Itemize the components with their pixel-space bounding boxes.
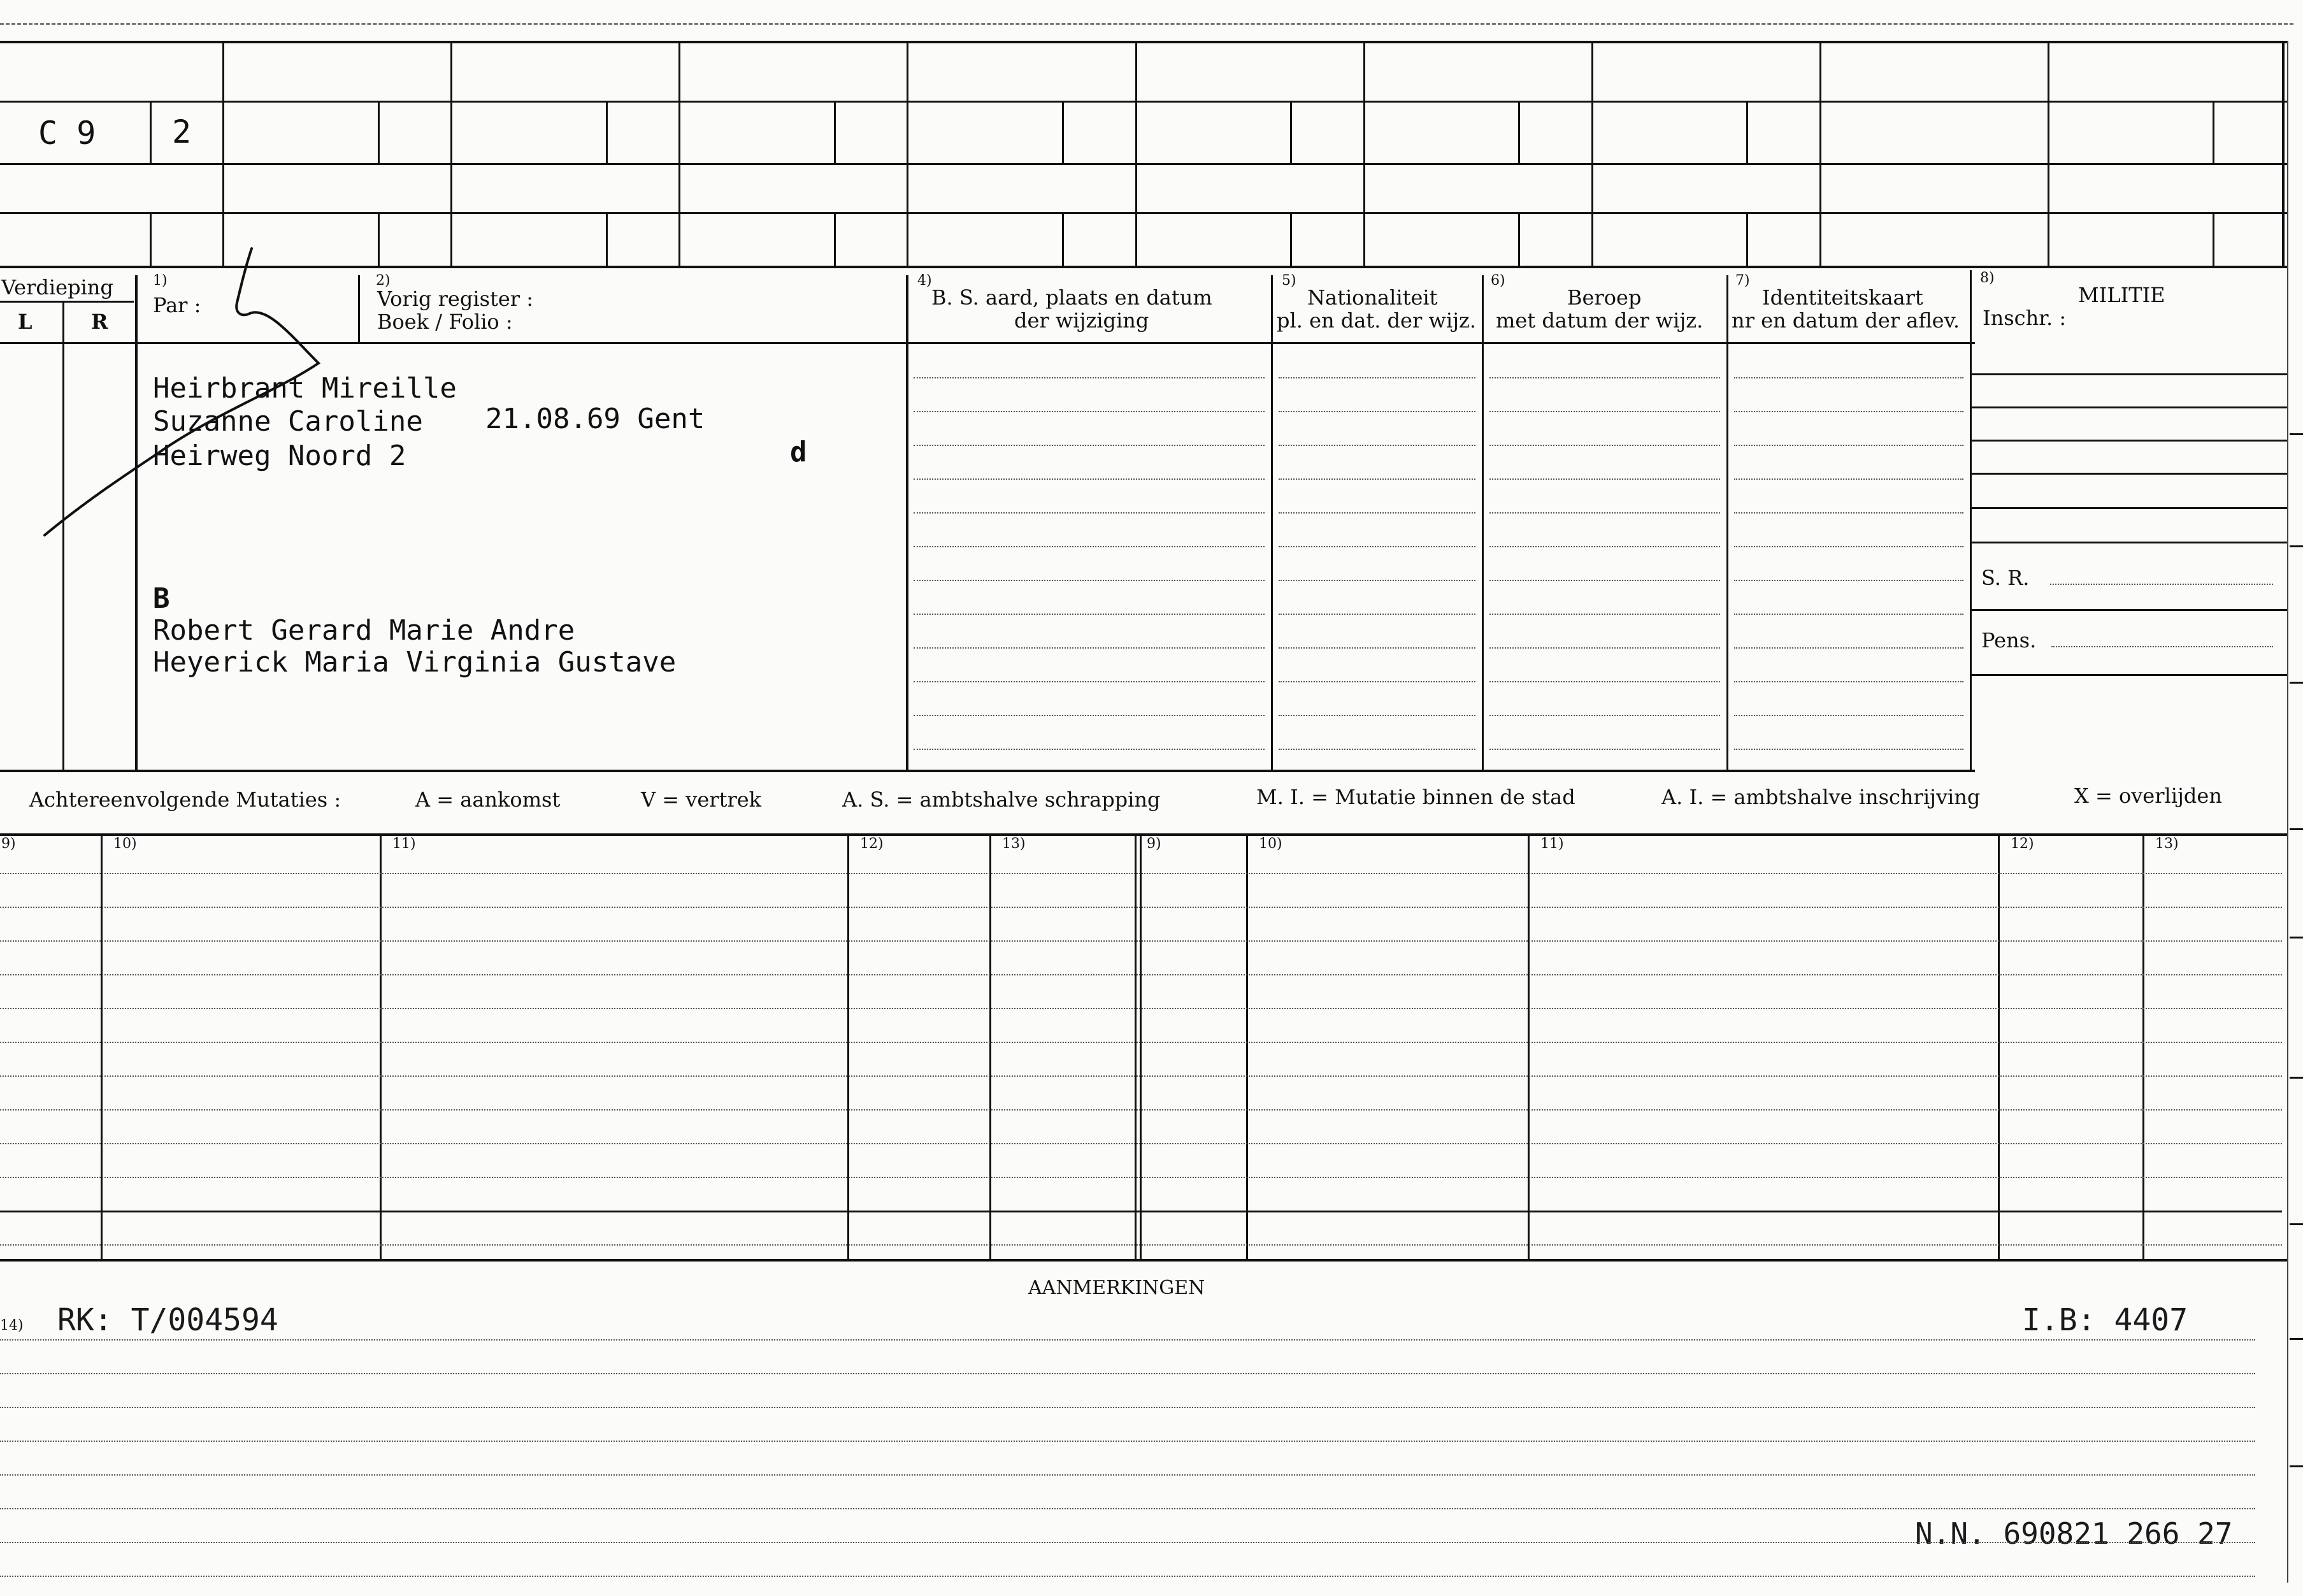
dotted-row (1734, 546, 1963, 547)
top-grid-line (0, 101, 2287, 103)
dotted-row (1279, 546, 1475, 547)
dotted-row (1489, 445, 1720, 446)
table-col-number: 12) (860, 836, 884, 852)
dotted-row (914, 647, 1265, 649)
edge-tick (2290, 1223, 2303, 1225)
edge-tick (2290, 1465, 2303, 1467)
grid-tick (378, 101, 380, 163)
table-row (0, 1143, 2282, 1144)
table-col-number: 12) (2011, 836, 2034, 852)
dotted-row (1279, 749, 1475, 750)
dotted-row (914, 580, 1265, 581)
birth-date-place: 21.08.69 Gent (485, 403, 705, 435)
field-number: 6) (1491, 273, 1505, 289)
remark-row (0, 1474, 2255, 1476)
rk-number: RK: T/004594 (57, 1302, 278, 1338)
dotted-row (1489, 546, 1720, 547)
field-number: 7) (1735, 273, 1750, 289)
dotted-row (1279, 377, 1475, 378)
grid-tick (2213, 101, 2214, 163)
table-col-number: 10) (113, 836, 137, 852)
dotted-row (1489, 580, 1720, 581)
legend-x: X = overlijden (2074, 784, 2222, 808)
dotted-row (1279, 715, 1475, 716)
table-col-number: 9) (1147, 836, 1161, 852)
top-grid-line (0, 41, 2287, 43)
sr-field (2050, 584, 2273, 585)
grid-col (678, 41, 680, 266)
dotted-row (1734, 681, 1963, 682)
dotted-row (914, 749, 1265, 750)
nn-number: N.N. 690821 266 27 (1915, 1516, 2233, 1551)
table-bottom (0, 1259, 2287, 1262)
table-col (2142, 833, 2144, 1259)
field-number: 8) (1980, 270, 1995, 286)
dotted-row (1489, 377, 1720, 378)
dotted-row (1279, 411, 1475, 412)
table-row (0, 1042, 2282, 1043)
grid-tick (1746, 212, 1748, 266)
dotted-row (1734, 377, 1963, 378)
table-top (0, 833, 2287, 836)
militie-label: MILITIE (2078, 283, 2165, 307)
code-left: C 9 (38, 115, 96, 152)
remark-row (0, 1373, 2255, 1374)
table-col-number: 13) (2155, 836, 2179, 852)
top-grid-line (0, 212, 2287, 214)
nat-header-line1: Nationaliteit (1307, 285, 1438, 310)
field-number: 4) (917, 273, 932, 289)
person-given-names: Suzanne Caroline (153, 405, 423, 438)
table-row (0, 1075, 2282, 1077)
id-header-line2: nr en datum der aflev. (1732, 308, 1960, 333)
legend-as: A. S. = ambtshalve schrapping (842, 787, 1161, 812)
table-row (0, 1244, 2282, 1246)
grid-tick (150, 101, 152, 163)
grid-tick (834, 212, 836, 266)
top-grid-line (0, 163, 2287, 165)
table-col (101, 833, 103, 1259)
edge-tick (2290, 1077, 2303, 1079)
remark-row (0, 1508, 2255, 1509)
dotted-row (1489, 681, 1720, 682)
dotted-row (1279, 512, 1475, 514)
remark-row (0, 1339, 2255, 1341)
dotted-row (1734, 749, 1963, 750)
legend-a: A = aankomst (415, 787, 561, 812)
dotted-row (914, 715, 1265, 716)
militie-line (1971, 373, 2287, 375)
status-mark: d (790, 436, 807, 468)
dotted-row (1489, 614, 1720, 615)
r-label: R (91, 310, 108, 334)
table-col (1528, 833, 1530, 1259)
b-label: B (153, 582, 170, 615)
table-row (0, 974, 2282, 975)
l-label: L (18, 310, 32, 334)
pen-stroke (0, 242, 395, 573)
grid-tick (606, 212, 608, 266)
dotted-row (1734, 614, 1963, 615)
militie-line (1971, 674, 2287, 676)
grid-tick (1062, 212, 1064, 266)
id-header-line1: Identiteitskaart (1762, 285, 1923, 310)
par-label: Par : (153, 293, 201, 317)
grid-col (1135, 41, 1137, 266)
boek-folio-label: Boek / Folio : (377, 310, 513, 334)
grid-tick (1518, 212, 1520, 266)
section-line (0, 770, 1975, 772)
mother-name: Heyerick Maria Virginia Gustave (153, 646, 677, 679)
remark-row (0, 1407, 2255, 1408)
field-number: 1) (153, 273, 168, 289)
field-number: 2) (376, 273, 391, 289)
dotted-row (1279, 647, 1475, 649)
grid-col (1819, 41, 1821, 266)
grid-col (907, 41, 908, 266)
nat-header-line2: pl. en dat. der wijz. (1277, 308, 1477, 333)
ib-number: I.B: 4407 (2022, 1302, 2188, 1338)
dotted-row (914, 478, 1265, 480)
code-right: 2 (172, 113, 192, 150)
dotted-row (1734, 445, 1963, 446)
table-col (1135, 833, 1137, 1259)
dotted-row (1734, 478, 1963, 480)
dotted-row (1734, 580, 1963, 581)
edge-tick (2290, 1338, 2303, 1340)
grid-tick (1746, 101, 1748, 163)
dotted-row (914, 512, 1265, 514)
dotted-row (914, 546, 1265, 547)
remark-row (0, 1576, 2255, 1577)
verdieping-label: Verdieping (1, 275, 113, 299)
inschr-label: Inschr. : (1983, 306, 2067, 330)
table-row (0, 1008, 2282, 1009)
dotted-row (914, 681, 1265, 682)
militie-line (1971, 609, 2287, 611)
person-name: Heirbrant Mireille (153, 372, 457, 405)
dotted-row (1489, 512, 1720, 514)
bs-header-line1: B. S. aard, plaats en datum (931, 285, 1212, 310)
ber-header-line2: met datum der wijz. (1496, 308, 1704, 333)
grid-col (2048, 41, 2049, 266)
table-col (847, 833, 849, 1259)
edge-tick (2290, 433, 2303, 435)
table-row (0, 1109, 2282, 1111)
dotted-row (1489, 478, 1720, 480)
table-col-number: 9) (1, 836, 16, 852)
legend-ai: A. I. = ambtshalve inschrijving (1661, 785, 1981, 809)
dotted-row (914, 614, 1265, 615)
dotted-row (1489, 647, 1720, 649)
table-col (1246, 833, 1248, 1259)
table-row (0, 873, 2282, 874)
dotted-row (1734, 715, 1963, 716)
dotted-row (1734, 512, 1963, 514)
militie-line (1971, 406, 2287, 408)
table-col (380, 833, 382, 1259)
grid-tick (2213, 212, 2214, 266)
pens-field (2051, 646, 2273, 647)
table-row (0, 1177, 2282, 1178)
remark-row (0, 1441, 2255, 1442)
top-edge (0, 23, 2293, 25)
dotted-row (1489, 749, 1720, 750)
dotted-row (1279, 580, 1475, 581)
dotted-row (1734, 411, 1963, 412)
dotted-row (1279, 681, 1475, 682)
grid-col (1363, 41, 1365, 266)
table-row (0, 1211, 2282, 1212)
table-row (0, 940, 2282, 942)
table-col (1998, 833, 2000, 1259)
col-divider (906, 275, 908, 771)
vorig-register-label: Vorig register : (377, 287, 534, 311)
grid-tick (1290, 212, 1292, 266)
dotted-row (1279, 478, 1475, 480)
pens-label: Pens. (1981, 628, 2037, 652)
col-divider (1970, 270, 1972, 771)
table-col-number: 13) (1002, 836, 1026, 852)
remark-row (0, 1542, 2255, 1543)
ber-header-line1: Beroep (1567, 285, 1642, 310)
dotted-row (1279, 445, 1475, 446)
table-col-number: 11) (1540, 836, 1564, 852)
table-col (989, 833, 991, 1259)
dotted-row (914, 411, 1265, 412)
col-divider (1271, 275, 1273, 771)
mutaties-title: Achtereenvolgende Mutaties : (29, 787, 341, 812)
grid-col (1591, 41, 1593, 266)
edge-tick (2290, 682, 2303, 684)
legend-v: V = vertrek (641, 787, 762, 812)
militie-line (1971, 473, 2287, 475)
grid-tick (1290, 101, 1292, 163)
legend-mi: M. I. = Mutatie binnen de stad (1256, 785, 1575, 809)
address: Heirweg Noord 2 (153, 440, 406, 472)
edge-tick (2290, 828, 2303, 830)
bs-header-line2: der wijziging (1014, 308, 1149, 333)
table-col (1140, 833, 1142, 1259)
table-row (0, 907, 2282, 908)
dotted-row (914, 445, 1265, 446)
table-col-number: 10) (1259, 836, 1282, 852)
grid-tick (606, 101, 608, 163)
edge-tick (2290, 545, 2303, 547)
col-divider (1726, 275, 1728, 771)
field-number: 5) (1282, 273, 1296, 289)
edge-tick (2290, 937, 2303, 938)
grid-col (450, 41, 452, 266)
militie-line (1971, 440, 2287, 442)
militie-line (1971, 542, 2287, 543)
field-number: 14) (0, 1318, 24, 1334)
remarks-title: AANMERKINGEN (1028, 1277, 1205, 1299)
grid-tick (1518, 101, 1520, 163)
grid-col (222, 41, 224, 266)
table-col-number: 11) (392, 836, 416, 852)
dotted-row (1489, 411, 1720, 412)
grid-col (2282, 41, 2285, 266)
dotted-row (1489, 715, 1720, 716)
father-name: Robert Gerard Marie Andre (153, 614, 575, 647)
grid-tick (1062, 101, 1064, 163)
dotted-row (1279, 614, 1475, 615)
grid-tick (834, 101, 836, 163)
sr-label: S. R. (1981, 566, 2030, 590)
militie-line (1971, 507, 2287, 509)
dotted-row (1734, 647, 1963, 649)
col-divider (1482, 275, 1484, 771)
edge-line (2287, 41, 2288, 1583)
dotted-row (914, 377, 1265, 378)
